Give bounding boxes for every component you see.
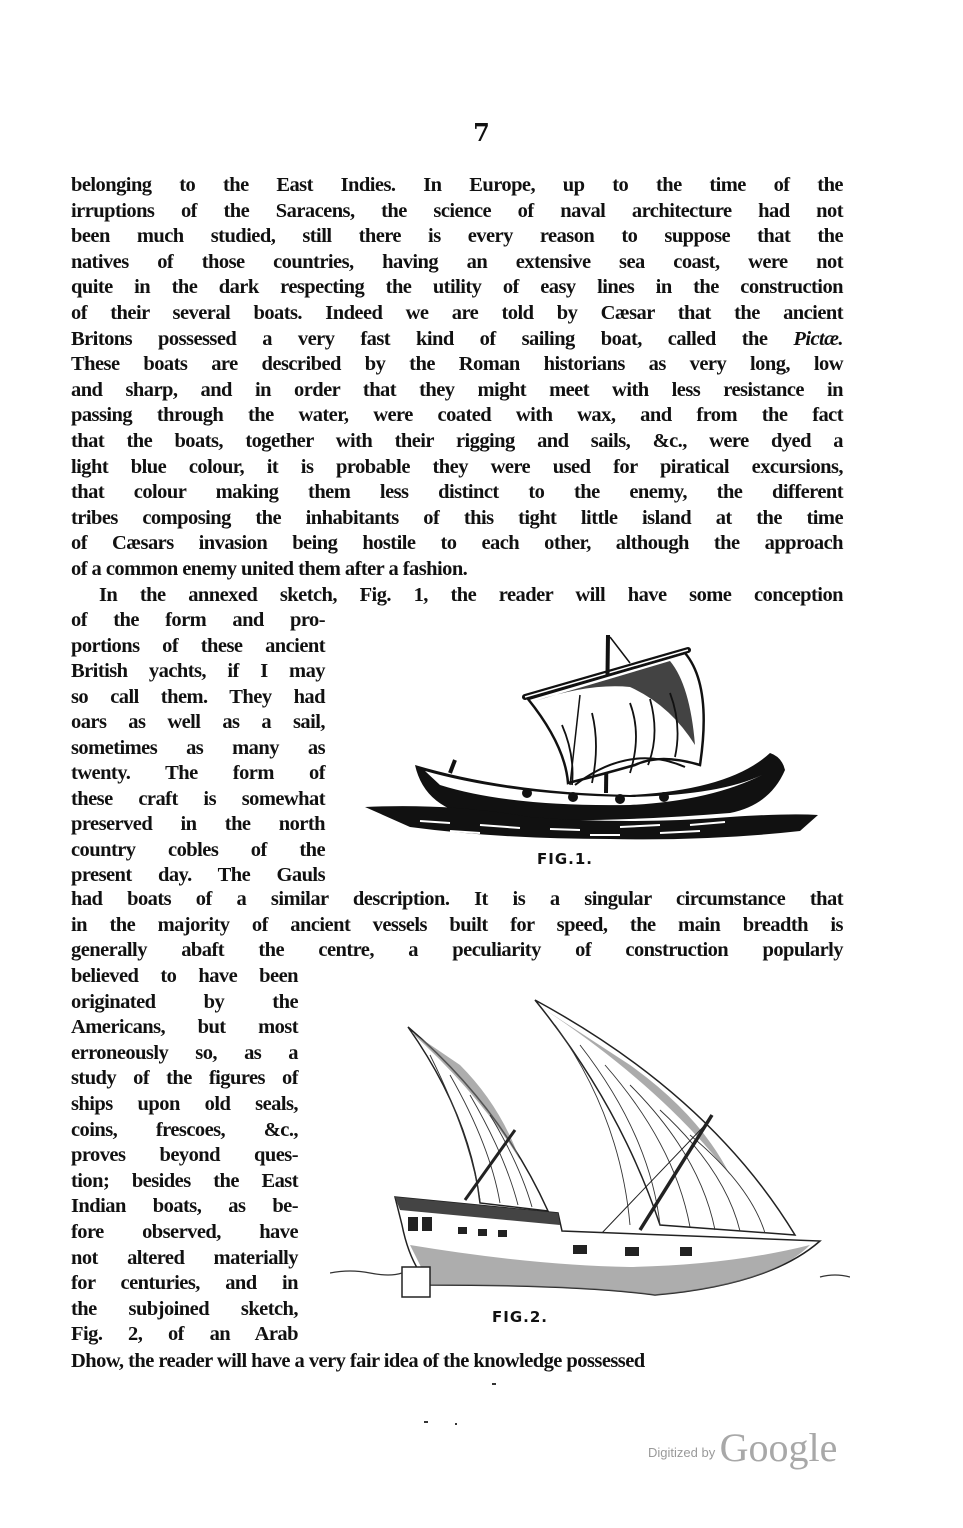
- scan-speck: [424, 1421, 428, 1423]
- text-line: country cobles of the: [71, 838, 325, 861]
- text-line: study of the figures of: [71, 1067, 298, 1090]
- text-line: twenty. The form of: [71, 762, 325, 784]
- text-line: fore observed, have: [71, 1221, 298, 1243]
- text-line: the subjoined sketch,: [71, 1297, 298, 1320]
- text-line: originated by the: [71, 990, 298, 1013]
- digitized-by-google-watermark: [648, 1424, 837, 1471]
- text-line: coins, frescoes, &c.,: [71, 1118, 298, 1141]
- italic-term-pictae: Pictæ.: [767, 327, 843, 350]
- text-line: that colour making them less distinct to the enemy, the different: [71, 481, 843, 504]
- text-line: of their several boats. Indeed we are told by Cæsar that the ancient: [71, 302, 843, 324]
- text-line: light blue colour, it is probable they were used for piratical excursions,: [71, 455, 843, 478]
- text-line: for centuries, and in: [71, 1272, 298, 1295]
- text-line: Indian boats, as be-: [71, 1195, 298, 1218]
- text-line: Americans, but most: [71, 1016, 298, 1039]
- page-number: 7: [473, 118, 490, 147]
- text-line: sometimes as many as: [71, 736, 325, 759]
- text-line: and sharp, and in order that they might meet with less resistance in: [71, 378, 843, 401]
- text-line: present day. The Gauls: [71, 864, 325, 886]
- text-line: these craft is somewhat: [71, 787, 325, 810]
- text-line: British yachts, if I may: [71, 660, 325, 682]
- body-text-bottom-line: Dhow, the reader will have a very fair idea of the knowledge possessed: [71, 1350, 645, 1372]
- figure-2-dhow-illustration: [330, 985, 850, 1305]
- text-line: of the form and pro-: [71, 609, 325, 631]
- figure-1-caption: FIG.1.: [537, 850, 593, 868]
- text-line: oars as well as a sail,: [71, 711, 325, 733]
- text-line: ships upon old seals,: [71, 1093, 298, 1115]
- text-line: been much studied, still there is every reason to suppose that the: [71, 225, 843, 248]
- text-line: of Cæsars invasion being hostile to each other, although the approach: [71, 532, 843, 555]
- text-line: proves beyond ques-: [71, 1144, 298, 1167]
- text-line: quite in the dark respecting the utility of easy lines in the construction: [71, 276, 843, 299]
- text-line: had boats of a similar description. It is a singular circumstance that: [71, 888, 843, 910]
- text-line: In the annexed sketch, Fig. 1, the reader will have some conception: [99, 583, 843, 606]
- text-line: erroneously so, as a: [71, 1041, 298, 1064]
- text-line: preserved in the north: [71, 813, 325, 835]
- text-line: not altered materially: [71, 1246, 298, 1269]
- figure-1-boat-illustration: [330, 625, 850, 855]
- text-line: irruptions of the Saracens, the science of naval architecture had not: [71, 199, 843, 222]
- text-line: These boats are described by the Roman historians as very long, low: [71, 353, 843, 376]
- text-line: Fig. 2, of an Arab: [71, 1323, 298, 1346]
- text-line: belonging to the East Indies. In Europe, up to the time of the: [71, 174, 843, 196]
- text-line: so call them. They had: [71, 685, 325, 708]
- text-line: believed to have been: [71, 965, 298, 987]
- text-line: tion; besides the East: [71, 1169, 298, 1192]
- text-line: passing through the water, were coated with wax, and from the fact: [71, 404, 843, 427]
- watermark-brand: Google: [719, 1425, 838, 1470]
- text-line: Britons possessed a very fast kind of sailing boat, called the Pictæ.: [71, 327, 843, 350]
- text-line: generally abaft the centre, a peculiarity of construction popularly: [71, 939, 843, 961]
- scan-speck: [455, 1423, 457, 1425]
- text-line: of a common enemy united them after a fashion.: [71, 558, 468, 580]
- text-line: portions of these ancient: [71, 634, 325, 657]
- figure-2-caption: FIG.2.: [492, 1308, 548, 1326]
- text-line: natives of those countries, having an extensive sea coast, were not: [71, 250, 843, 273]
- text-line: tribes composing the inhabitants of this tight little island at the time: [71, 506, 843, 529]
- watermark-prefix: Digitized by: [648, 1445, 716, 1460]
- text-line: that the boats, together with their rigging and sails, &c., were dyed a: [71, 430, 843, 452]
- scan-speck: [492, 1383, 496, 1385]
- text-line: in the majority of ancient vessels built for speed, the main breadth is: [71, 913, 843, 936]
